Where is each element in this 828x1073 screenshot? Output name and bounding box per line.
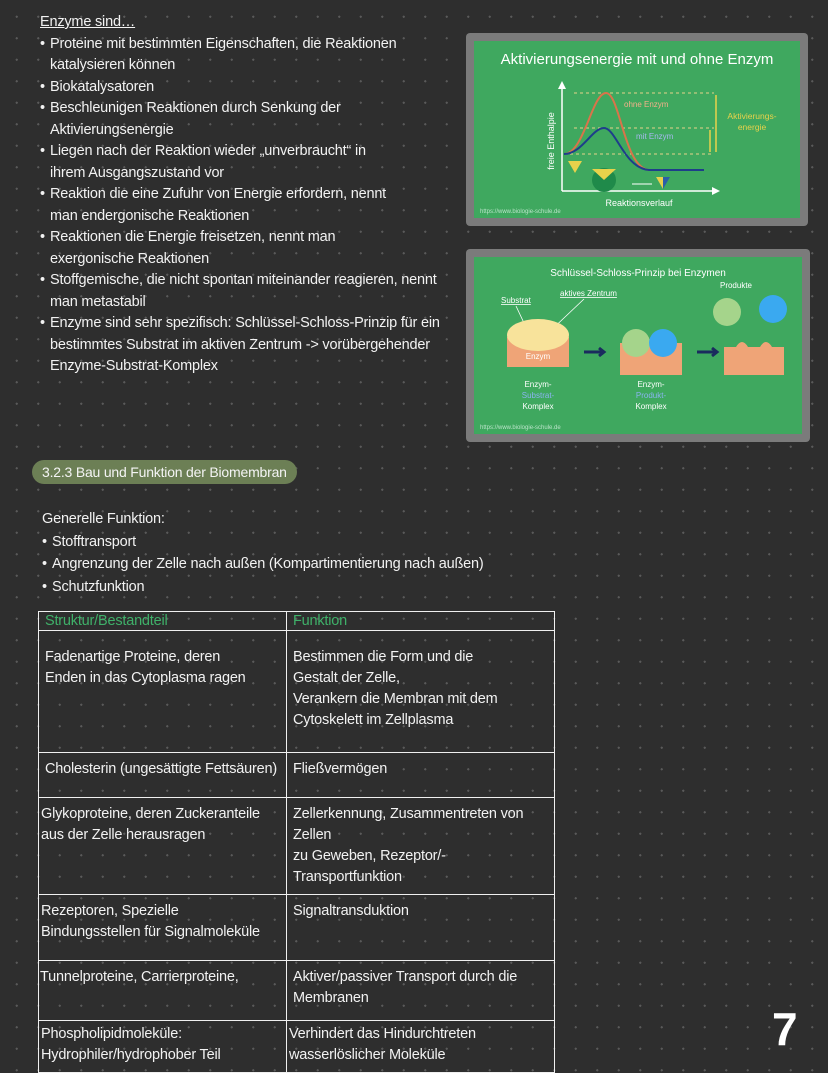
label-complex-1: Enzym-Substrat-Komplex bbox=[521, 380, 555, 411]
enzyme-bullet: • Liegen nach der Reaktion wieder „unverbraucht“ in ihrem Ausgangszustand vor bbox=[40, 141, 370, 184]
table-cell-function: Bestimmen die Form und die Gestalt der Zelle, Verankern die Membran mit dem Cytoskelett im Zellplasma bbox=[287, 631, 555, 753]
table-row bbox=[39, 631, 555, 753]
table-cell-structure: Phospholipidmoleküle: Hydrophiler/hydrophober Teil bbox=[39, 1021, 287, 1073]
x-axis-arrow-icon bbox=[712, 187, 720, 195]
enzyme-bullet: • Proteine mit bestimmten Eigenschaften, die Reaktionen katalysieren können bbox=[40, 34, 460, 77]
figure-title: Aktivierungsenergie mit und ohne Enzym bbox=[500, 51, 774, 68]
table-row bbox=[39, 753, 555, 798]
page-number: 7 bbox=[772, 1003, 798, 1055]
activation-energy-diagram bbox=[474, 41, 800, 218]
table-header-structure: Struktur/Bestandteil bbox=[39, 612, 287, 631]
table-cell-function: Verhindert das Hindurchtreten wasserlöslicher Moleküle bbox=[287, 1021, 555, 1073]
product-2-icon bbox=[759, 295, 787, 323]
product-1-bound-icon bbox=[622, 329, 650, 357]
enzyme-bullet-list bbox=[40, 34, 460, 378]
y-axis-label: freie Enthalpie bbox=[546, 112, 556, 170]
table-row bbox=[39, 798, 555, 895]
enzyme-bullet: • Enzyme sind sehr spezifisch: Schlüssel-Schloss-Prinzip für ein bestimmtes Substrat im aktiven Zentrum -> vorübergehender Enzyme-Substrat-Komplex bbox=[40, 313, 440, 378]
step-arrow-icon bbox=[584, 348, 604, 356]
label-activation-energy: Aktivierungs-energie bbox=[727, 111, 777, 132]
section-heading: 3.2.3 Bau und Funktion der Biomembran bbox=[32, 460, 297, 484]
table-header-row bbox=[39, 612, 555, 631]
step-arrow-icon bbox=[697, 348, 717, 356]
enzyme-bullet: • Biokatalysatoren bbox=[40, 77, 460, 99]
enzyme-notes-title: Enzyme sind… bbox=[40, 14, 136, 30]
label-enzym: Enzym bbox=[525, 352, 551, 361]
general-function-bullet: • Stofftransport bbox=[42, 531, 484, 554]
table-cell-function: Aktiver/passiver Transport durch die Membranen bbox=[287, 961, 555, 1021]
curve-with-enzyme bbox=[564, 128, 704, 170]
membrane-table bbox=[38, 611, 555, 1073]
general-function-bullet: • Angrenzung der Zelle nach außen (Kompartimentierung nach außen) bbox=[42, 553, 484, 576]
table-cell-structure: Cholesterin (ungesättigte Fettsäuren) bbox=[39, 753, 287, 798]
table-cell-function: Fließvermögen bbox=[287, 753, 555, 798]
product-2-bound-icon bbox=[649, 329, 677, 357]
table-cell-function: Signaltransduktion bbox=[287, 895, 555, 961]
product-half-icon bbox=[656, 177, 663, 189]
table-row bbox=[39, 1021, 555, 1073]
substrate-wedge-icon bbox=[568, 161, 582, 173]
table-cell-structure: Fadenartige Proteine, deren Enden in das Cytoplasma ragen bbox=[39, 631, 287, 753]
x-axis-label: Reaktionsverlauf bbox=[605, 198, 673, 208]
product-1-icon bbox=[713, 298, 741, 326]
label-produkte: Produkte bbox=[719, 281, 753, 290]
figure-watermark: https://www.biologie-schule.de bbox=[480, 425, 561, 431]
table-row bbox=[39, 961, 555, 1021]
enzyme-bullet: • Reaktion die eine Zufuhr von Energie erfordern, nennt man endergonische Reaktionen bbox=[40, 184, 390, 227]
y-axis-arrow-icon bbox=[558, 81, 566, 89]
enzyme-3-icon bbox=[724, 342, 784, 375]
enzyme-bullet: • Stoffgemische, die nicht spontan miteinander reagieren, nennt man metastabil bbox=[40, 270, 460, 313]
lock-key-figure bbox=[466, 249, 810, 442]
substrate-icon bbox=[507, 319, 569, 351]
general-function-bullet: • Schutzfunktion bbox=[42, 576, 484, 599]
enzyme-bullet: • Reaktionen die Energie freisetzen, nennt man exergonische Reaktionen bbox=[40, 227, 420, 270]
general-function-title: Generelle Funktion: bbox=[42, 511, 165, 527]
table-header-function: Funktion bbox=[287, 612, 555, 631]
label-without-enzyme: ohne Enzym bbox=[624, 100, 669, 109]
label-aktives-zentrum: aktives Zentrum bbox=[560, 289, 617, 298]
general-function bbox=[42, 508, 484, 598]
label-with-enzyme: mit Enzym bbox=[636, 132, 674, 141]
activation-energy-figure bbox=[466, 33, 808, 226]
lock-key-diagram bbox=[474, 257, 802, 434]
enzyme-notes bbox=[40, 12, 460, 378]
figure-title: Schlüssel-Schloss-Prinzip bei Enzymen bbox=[550, 268, 726, 279]
label-substrat: Substrat bbox=[501, 296, 531, 305]
table-cell-structure: Tunnelproteine, Carrierproteine, bbox=[39, 961, 287, 1021]
table-row bbox=[39, 895, 555, 961]
label-complex-2: Enzym-Produkt-Komplex bbox=[635, 380, 667, 411]
figure-watermark: https://www.biologie-schule.de bbox=[480, 209, 561, 215]
table-cell-function: Zellerkennung, Zusammentreten von Zellen zu Geweben, Rezeptor/-Transportfunktion bbox=[287, 798, 555, 895]
table-cell-structure: Rezeptoren, Spezielle Bindungsstellen für Signalmoleküle bbox=[39, 895, 287, 961]
general-function-list bbox=[42, 531, 484, 599]
substrat-pointer bbox=[516, 306, 524, 323]
enzyme-bullet: • Beschleunigen Reaktionen durch Senkung der Aktivierungsenergie bbox=[40, 98, 460, 141]
table-cell-structure: Glykoproteine, deren Zuckeranteile aus der Zelle herausragen bbox=[39, 798, 287, 895]
